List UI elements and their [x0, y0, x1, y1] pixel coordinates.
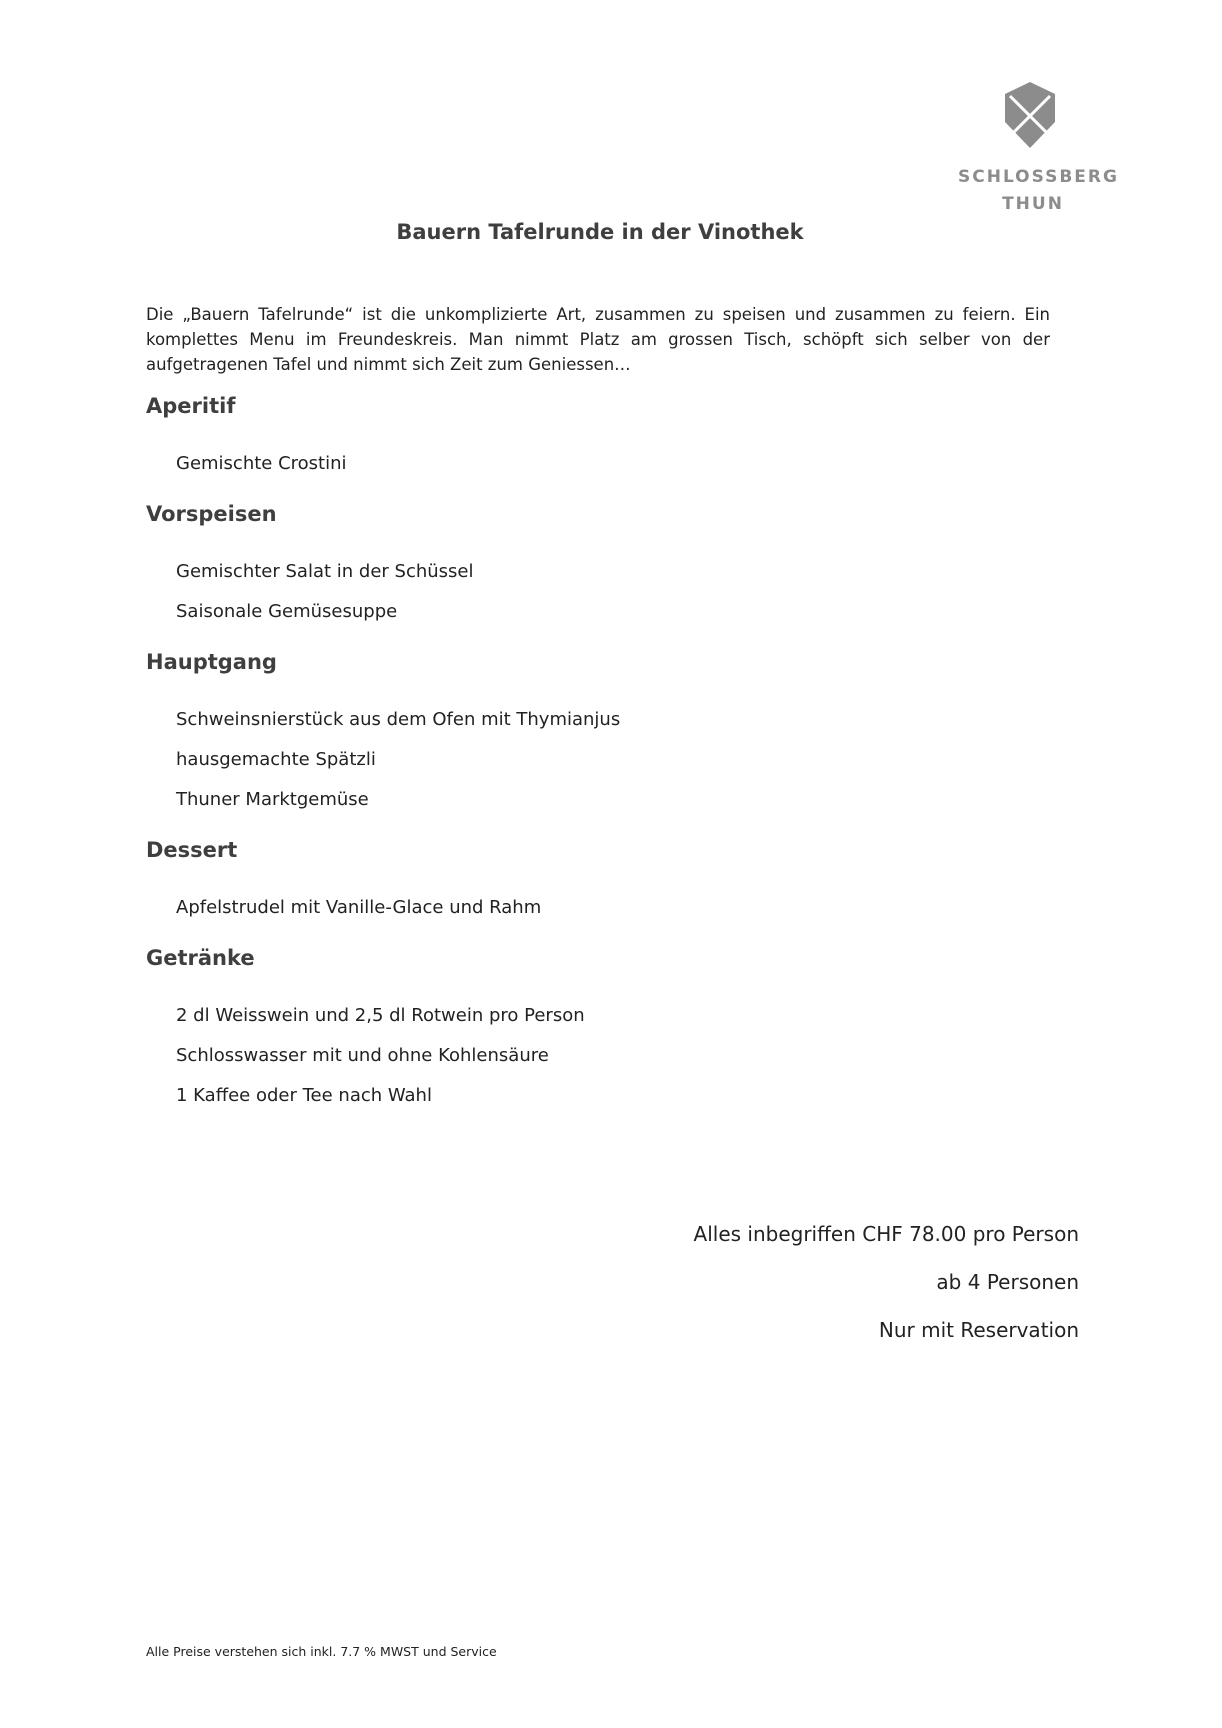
- shield-x-icon: [1003, 80, 1057, 150]
- item-list: [146, 996, 1046, 1116]
- section-heading: Aperitif: [146, 394, 236, 418]
- menu-item: Gemischter Salat in der Schüssel: [176, 561, 474, 582]
- section-heading: Vorspeisen: [146, 502, 277, 526]
- section-aperitif: [146, 392, 1046, 484]
- section-vorspeisen: [146, 500, 1046, 632]
- menu-item: 1 Kaffee oder Tee nach Wahl: [176, 1085, 432, 1106]
- section-heading: Dessert: [146, 838, 238, 862]
- item-list: [146, 700, 1046, 820]
- section-heading: Hauptgang: [146, 650, 277, 674]
- price-line: Alles inbegriffen CHF 78.00 pro Person: [693, 1222, 1079, 1246]
- section-getraenke: [146, 944, 1046, 1116]
- reservation-note: Nur mit Reservation: [878, 1318, 1079, 1342]
- logo-line-2: THUN: [1002, 194, 1064, 214]
- menu-item: Saisonale Gemüsesuppe: [176, 601, 398, 622]
- menu-item: Schlosswasser mit und ohne Kohlensäure: [176, 1045, 549, 1066]
- item-list: [146, 444, 1046, 484]
- minimum-persons: ab 4 Personen: [936, 1270, 1079, 1294]
- page-title: Bauern Tafelrunde in der Vinothek: [396, 220, 804, 244]
- footer-note: Alle Preise verstehen sich inkl. 7.7 % MWST und Service: [146, 1644, 497, 1659]
- intro-paragraph: Die „Bauern Tafelrunde“ ist die unkomplizierte Art, zusammen zu speisen und zusammen zu feiern. Ein komplettes Menu im Freundeskreis. Man nimmt Platz am grossen Tisch, schöpft sich selber von der aufgetragenen Tafel und nimmt sich Zeit zum Geniessen…: [146, 305, 1050, 374]
- section-hauptgang: [146, 648, 1046, 820]
- menu-item: 2 dl Weisswein und 2,5 dl Rotwein pro Person: [176, 1005, 585, 1026]
- menu-item: Apfelstrudel mit Vanille-Glace und Rahm: [176, 897, 542, 918]
- item-list: [146, 888, 1046, 928]
- menu-item: Schweinsnierstück aus dem Ofen mit Thymianjus: [176, 709, 621, 730]
- section-heading: Getränke: [146, 946, 255, 970]
- menu-item: Thuner Marktgemüse: [176, 789, 369, 810]
- logo-wordmark: [958, 164, 1119, 218]
- menu-item: hausgemachte Spätzli: [176, 749, 376, 770]
- pricing-block: [694, 1210, 1079, 1354]
- logo: [958, 80, 1119, 214]
- logo-line-1: SCHLOSSBERG: [958, 167, 1119, 187]
- section-dessert: [146, 836, 1046, 928]
- item-list: [146, 552, 1046, 632]
- menu-item: Gemischte Crostini: [176, 453, 347, 474]
